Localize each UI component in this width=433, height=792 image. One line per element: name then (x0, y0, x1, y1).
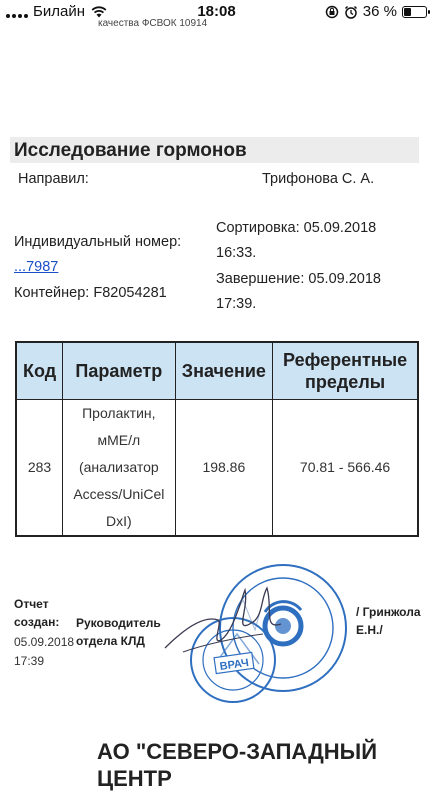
completion-line (216, 271, 381, 287)
sorting-time: 16:33. (216, 245, 257, 261)
parameter-line: Access/UniCel (73, 485, 165, 502)
cell-code: 283 (16, 399, 63, 536)
header-parameter: Параметр (63, 342, 176, 399)
status-bar (0, 0, 433, 29)
individual-number-label: Индивидуальный номер: (14, 234, 182, 250)
round-stamp (220, 565, 346, 691)
header-reference: Референтные пределы (273, 342, 418, 399)
section-title: Исследование гормонов (10, 137, 419, 163)
container-line (14, 285, 167, 301)
carrier-name: Билайн (33, 3, 85, 20)
alarm-icon (344, 5, 358, 19)
signer-name: / Гринжола Е.Н./ (356, 605, 421, 637)
table-header-row (16, 342, 418, 399)
rotation-lock-icon (325, 5, 339, 19)
cell-parameter (63, 399, 176, 536)
clipped-header-text: качества ФСВОК 10914 (98, 18, 208, 29)
report-time: 17:39 (14, 654, 45, 668)
table-row (16, 399, 418, 536)
battery-icon (402, 6, 427, 18)
parameter-line: Пролактин, (82, 404, 156, 421)
header-code: Код (16, 342, 63, 399)
results-table (15, 341, 419, 537)
referred-by-label: Направил: (18, 171, 89, 187)
company-name: АО "СЕВЕРО-ЗАПАДНЫЙ ЦЕНТР (97, 739, 378, 791)
stamp-doctor-text: ВРАЧ (219, 657, 250, 673)
parameter-line: мМЕ/л (97, 431, 141, 448)
doctor-stamp (191, 618, 275, 702)
report-created-label: Отчет создан: (14, 597, 60, 629)
battery-percent: 36 % (362, 3, 397, 20)
status-time: 18:08 (197, 3, 236, 20)
sorting-label: Сортировка: (216, 220, 300, 236)
header-value: Значение (175, 342, 273, 399)
cell-reference: 70.81 - 566.46 (273, 399, 418, 536)
parameter-line: (анализатор (78, 458, 159, 475)
completion-time: 17:39. (216, 296, 257, 312)
cell-value: 198.86 (175, 399, 273, 536)
container-label: Контейнер: (14, 285, 90, 301)
signature (165, 588, 281, 648)
sorting-line (216, 220, 376, 236)
status-right (325, 3, 427, 20)
report-date: 05.09.2018 (14, 635, 75, 649)
completion-label: Завершение: (216, 271, 305, 287)
completion-date: 05.09.2018 (308, 271, 381, 287)
sorting-date: 05.09.2018 (303, 220, 377, 236)
individual-number-value[interactable]: ...7987 (14, 259, 59, 275)
container-value: F82054281 (93, 285, 167, 301)
parameter-line: DxI) (105, 512, 132, 529)
stamp-signature (163, 560, 358, 710)
head-of-department-label: Руководитель отдела КЛД (76, 616, 161, 648)
referred-by-value: Трифонова С. А. (262, 171, 375, 187)
